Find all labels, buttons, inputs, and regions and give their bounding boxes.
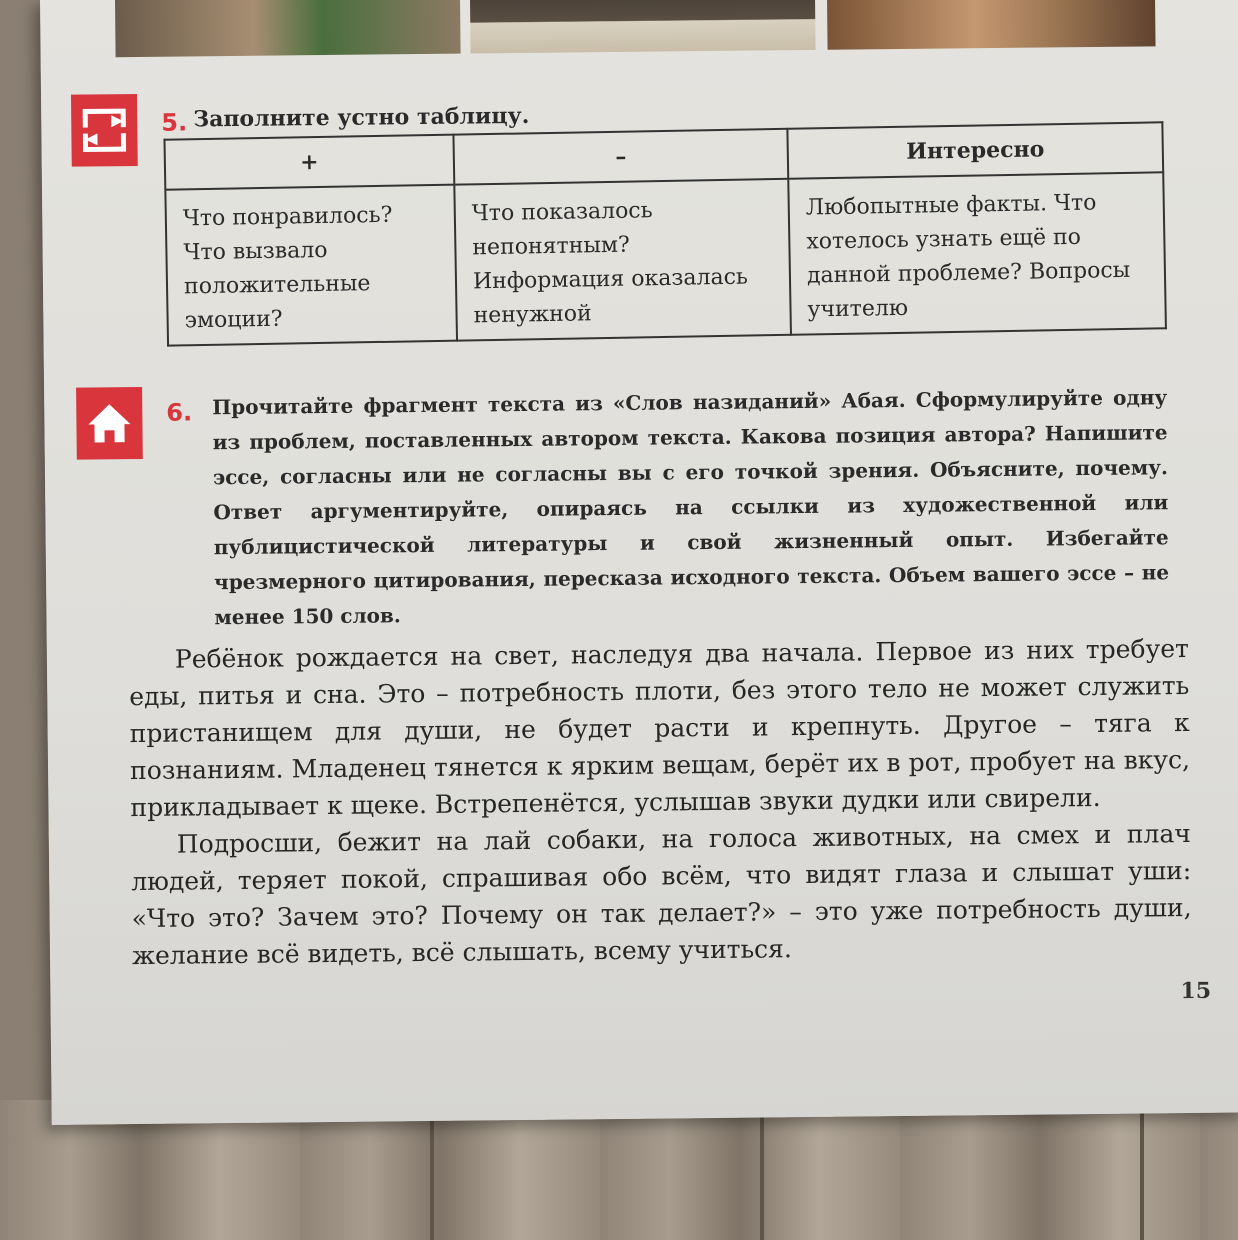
minus-cell: Что показалось непонятным? Информация оказалась ненужной <box>454 179 791 341</box>
passage-paragraph-2: Подросши, бежит на лай собаки, на голоса животных, на смех и плач людей, теряет покой, спрашивая обо всём, что видят глаза и слышат уши: «Что это? Зачем это? Почему он так делает?» – это уже потребность души, желание всё видеть, всё слышать, всему учиться. <box>131 818 1192 971</box>
abai-passage <box>129 630 1192 974</box>
column-interesting-header: Интересно <box>787 122 1163 179</box>
table-plank-seam <box>430 1100 434 1240</box>
column-minus-header: – <box>453 129 788 185</box>
textbook-page <box>40 0 1238 1125</box>
task-6-number: 6. <box>166 398 193 427</box>
table-plank-seam <box>760 1100 764 1240</box>
home-icon <box>76 387 143 460</box>
photo-strip <box>115 0 1156 57</box>
task-5-number: 5. <box>161 108 188 137</box>
column-plus-header: + <box>164 135 454 190</box>
task-6-instruction: Прочитайте фрагмент текста из «Слов назиданий» Абая. Сформулируйте одну из проблем, поставленных автором текста. Какова позиция автора? Напишите эссе, согласны или не согласны вы с его точкой зрения. Объясните, почему. Ответ аргументируйте, опираясь на ссылки из художественной или публицистической литературы и свой жизненный опыт. Избегайте чрезмерного цитирования, пересказа исходного текста. Объем вашего эссе – не менее 150 слов. <box>212 385 1170 630</box>
interesting-cell: Любопытные факты. Что хотелось узнать ещё по данной проблеме? Вопросы учителю <box>788 172 1166 335</box>
table-plank-seam <box>1140 1100 1144 1240</box>
passage-paragraph-1: Ребёнок рождается на свет, наследуя два начала. Первое из них требует еды, питья и сна. Это – потребность плоти, без этого тело не может служить пристанищем для души, не будет расти и крепнуть. Другое – тяга к познаниям. Младенец тянется к ярким вещам, берёт их в рот, пробует на вкус, прикладывает к щеке. Встрепенётся, услышав звуки дудки или свирели. <box>129 634 1191 823</box>
photo-children-reading <box>115 0 461 57</box>
refresh-arrows-icon <box>71 94 138 167</box>
page-number: 15 <box>1180 977 1212 1005</box>
photo-open-book <box>470 0 816 53</box>
table-row <box>165 172 1166 345</box>
photo-people <box>827 0 1156 50</box>
task-5-instruction: Заполните устно таблицу. <box>193 102 530 133</box>
reflection-table <box>163 121 1166 346</box>
plus-cell: Что понравилось? Что вызвало положительные эмоции? <box>165 185 457 346</box>
